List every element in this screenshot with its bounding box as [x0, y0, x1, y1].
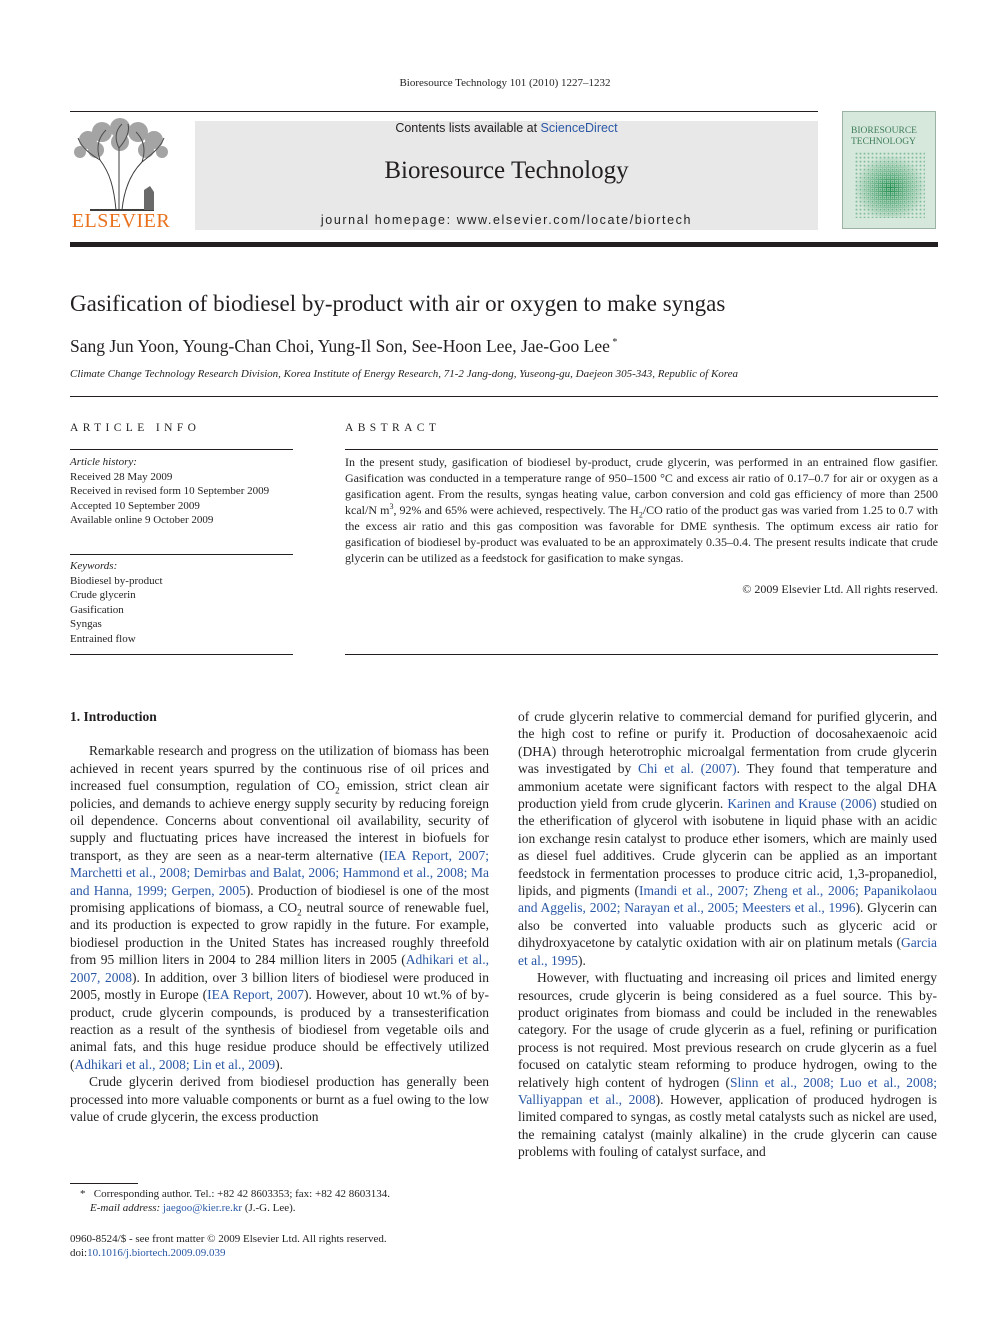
keyword-item: Biodiesel by-product [70, 574, 163, 587]
header-rule [70, 111, 818, 112]
citation-link[interactable]: Adhikari et al., 2007, 2008 [70, 952, 489, 985]
body-paragraph: However, with fluctuating and increasing oil prices and limited energy resources, crude glycerin is being considered as a fuel source. This by-product originates from biomass and could be included in the renewables category. For the usage of crude glycerin as a fuel, refining or purification process is not required. Most previous research on crude glycerin as a fuel focused on catalytic steam reforming to produce hydrogen, owing to the relatively high content of hydrogen (Slinn et al., 2008; Luo et al., 2008; Valliyappan et al., 2008). However, application of produced hydrogen is limited compared to syngas, as costly metal catalysts such as nickel are used, the remaining catalyst (mainly alkaline) in the crude glycerin can cause problems with fouling of catalyst surface, and [518, 970, 937, 1160]
body-paragraph: Crude glycerin derived from biodiesel production has generally been processed into more valuable components or burnt as a fuel owing to the low value of crude glycerin, the excess production [70, 1074, 489, 1124]
affiliation: Climate Change Technology Research Division, Korea Institute of Energy Research, 71-2 Jang-dong, Yuseong-gu, Daejeon 305-343, Republic of Korea [70, 368, 739, 380]
citation-link[interactable]: Imandi et al., 2007; Zheng et al., 2006; Papanikolaou and Aggelis, 2002; Narayan et al., 2005; Meesters et al., 1996 [518, 883, 937, 916]
footnote-email: E-mail address: jaegoo@kier.re.kr (J.-G. Lee). [90, 1202, 296, 1214]
keywords-rule [70, 554, 293, 555]
keyword-item: Syngas [70, 618, 102, 630]
footnote-mark: * [80, 1188, 86, 1200]
keywords-label: Keywords: [70, 560, 118, 572]
journal-name: Bioresource Technology [384, 157, 629, 184]
citation-link[interactable]: Adhikari et al., 2008; Lin et al., 2009 [74, 1056, 276, 1072]
citation-link[interactable]: Slinn et al., 2008; Luo et al., 2008; Valliyappan et al., 2008 [518, 1074, 937, 1107]
history-accepted: Accepted 10 September 2009 [70, 499, 200, 512]
doi-link[interactable]: 10.1016/j.biortech.2009.09.039 [87, 1247, 226, 1259]
footnote-rule [70, 1183, 138, 1184]
contents-line [195, 121, 818, 135]
body-column-left [70, 708, 489, 1125]
authors-text: Sang Jun Yoon, Young-Chan Choi, Yung-Il Son, See-Hoon Lee, Jae-Goo Lee [70, 336, 610, 356]
journal-homepage[interactable]: journal homepage: www.elsevier.com/locate/biortech [320, 213, 693, 227]
elsevier-logo[interactable] [70, 118, 172, 236]
keyword-item: Crude glycerin [70, 589, 136, 601]
article-title: Gasification of biodiesel by-product with air or oxygen to make syngas [70, 291, 726, 316]
abstract-heading: ABSTRACT [345, 422, 441, 434]
citation-link[interactable]: IEA Report, 2007 [207, 987, 304, 1003]
journal-citation: Bioresource Technology 101 (2010) 1227–1232 [399, 77, 611, 89]
cover-title: BIORESOURCE TECHNOLOGY [851, 126, 917, 147]
body-column-right [518, 708, 937, 1161]
cover-pattern-icon [855, 152, 925, 218]
doi-line: doi:10.1016/j.biortech.2009.09.039 [70, 1247, 226, 1259]
abstract-bottom-rule [345, 654, 938, 655]
article-info-rule [70, 449, 293, 450]
keyword-item: Entrained flow [70, 632, 136, 645]
email-link[interactable]: jaegoo@kier.re.kr [162, 1202, 243, 1214]
abstract-text: In the present study, gasification of biodiesel by-product, crude glycerin, was performed in an entrained flow gasifier. Gasification was conducted in a temperature range of 950–1500 °C and excess air ratio of 0.17–0.7 for air or oxygen as a gasification agent. From the results, syngas heating value, carbon conversion and cold gas efficiency of more than 2500 kcal/N $m^3$, 92% and 65% were achieved, respectively. The $H_2/CO$ ratio of the product gas was varied from 1.25 to 0.7 with the excess air ratio and this gas composition was favorable for DME synthesis. The optimum excess air ratio for gasification of biodiesel by-product was evaluated to be an approximately 0.35–0.4. The present results indicate that crude glycerin can be utilized as a feedstock for gasification to make syngas. [345, 455, 938, 565]
history-label: Article history: [70, 456, 137, 468]
citation-link[interactable]: IEA Report, 2007; Marchetti et al., 2008; Demirbas and Balat, 2006; Hammond et al., 2008; Ma and Hanna, 1999; Gerpen, 2005 [70, 847, 489, 898]
keyword-item: Gasification [70, 603, 124, 616]
citation-link[interactable]: Chi et al. (2007) [638, 761, 737, 777]
body-paragraph: of crude glycerin relative to commercial demand for purified glycerin, and the high cost to refine or purify it. Production of docosahexaenoic acid (DHA) through heterotrophic microalgal fermentation from crude glycerin was investigated by Chi et al. (2007). They found that temperature and ammonium acetate were significant factors with respect to the algal DHA production yield from crude glycerin. Karinen and Krause (2006) studied on the etherification of glycerol with isobutene in liquid phase with an acidic ion exchange resin catalyst to produce ether isomers, which are mainly used as diesel fuel additives. Crude glycerin can be applied as an important feedstock in fermentation processes to produce citric acid, 1,3-propanediol, lipids, and pigments (Imandi et al., 2007; Zheng et al., 2006; Papanikolaou and Aggelis, 2002; Narayan et al., 2005; Meesters et al., 1996). Glycerin can also be converted into valuable products such as glyceric acid or dihydroxyacetone by catalytic oxidation with air on platinum metals (Garcia et al., 1995). [518, 709, 938, 968]
history-revised: Received in revised form 10 September 2009 [70, 485, 270, 497]
history-online: Available online 9 October 2009 [70, 514, 214, 526]
title-rule [70, 396, 938, 397]
journal-cover-thumbnail[interactable] [842, 111, 936, 229]
article-history [70, 455, 293, 528]
front-matter-line: 0960-8524/$ - see front matter © 2009 Elsevier Ltd. All rights reserved. [70, 1233, 387, 1245]
citation-link[interactable]: Karinen and Krause (2006) [727, 796, 877, 812]
body-paragraph: Remarkable research and progress on the utilization of biomass has been achieved in recent years spurred by the continuous rise of oil prices and increased fuel consumption, regulation of $CO_2$ emission, strict clean air policies, and demands to achieve energy supply security by reducing foreign oil dependence. Concerns about conventional oil availability, security of supply and fluctuating prices have increased the interest in biofuels for transport, as they are seen as a near-term alternative (IEA Report, 2007; Marchetti et al., 2008; Demirbas and Balat, 2006; Hammond et al., 2008; Ma and Hanna, 1999; Gerpen, 2005). Production of biodiesel is one of the most promising applications of biomass, a $CO_2$ neutral source of renewable fuel, and its production is expected to grow rapidly in the future. For example, biodiesel production in the United States has increased roughly threefold from 95 million liters in 2004 to 284 million liters in 2005 (Adhikari et al., 2007, 2008). In addition, over 3 billion liters of biodiesel were produced in 2005, mostly in Europe (IEA Report, 2007). However, about 10 wt.% of by-product, crude glycerin compounds, is produced by a transesterification reaction as a result of the synthesis of biodiesel from vegetable oils and animal fats, and this huge residue produce should be effectively utilized (Adhikari et al., 2008; Lin et al., 2009). [70, 743, 490, 1072]
history-received: Received 28 May 2009 [70, 470, 173, 483]
abstract-copyright: © 2009 Elsevier Ltd. All rights reserved. [742, 582, 938, 596]
section-heading-introduction: 1. Introduction [70, 709, 157, 724]
footnote-corresponding: * Corresponding author. Tel.: +82 42 8603353; fax: +82 42 8603134. [80, 1188, 390, 1200]
abstract-rule [345, 449, 938, 450]
article-info-heading: ARTICLE INFO [70, 422, 201, 434]
header-thick-rule [70, 242, 938, 247]
keywords [70, 559, 293, 646]
sciencedirect-link[interactable]: ScienceDirect [540, 121, 618, 135]
author-list [70, 336, 617, 357]
footnote [70, 1187, 489, 1215]
citation-link[interactable]: Garcia et al., 1995 [518, 935, 937, 968]
article-info-bottom-rule [70, 654, 293, 655]
elsevier-wordmark: ELSEVIER [71, 210, 171, 232]
contents-prefix: Contents lists available at [395, 121, 541, 135]
corresponding-author-mark[interactable]: * [612, 337, 618, 349]
issn-line [70, 1232, 387, 1260]
